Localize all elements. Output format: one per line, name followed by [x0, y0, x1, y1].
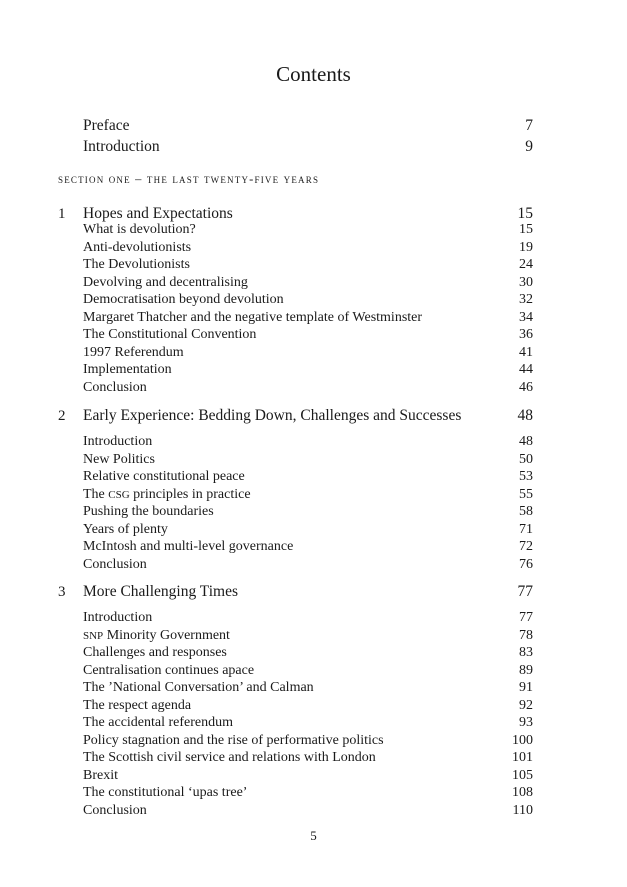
toc-entry-page: 76 [519, 556, 533, 572]
toc-entry-title: The Devolutionists [83, 257, 190, 272]
toc-entry[interactable] [83, 749, 533, 767]
toc-entry-page: 55 [519, 486, 533, 502]
toc-entry-page: 77 [519, 610, 533, 625]
toc-entry-page: 100 [512, 732, 533, 748]
toc-entry-page: 34 [519, 309, 533, 325]
toc-entry[interactable] [83, 662, 533, 680]
toc-entry-page: 89 [519, 662, 533, 678]
toc-entry[interactable] [83, 344, 533, 362]
toc-entry[interactable] [83, 679, 533, 697]
chapter-number: 2 [58, 408, 66, 424]
toc-entry[interactable] [83, 538, 533, 556]
toc-entry[interactable] [83, 361, 533, 379]
toc-entry[interactable] [83, 221, 533, 239]
chapter-title: Early Experience: Bedding Down, Challenges and Successes [83, 407, 462, 424]
toc-entry-page: 46 [519, 379, 533, 395]
chapter-page: 15 [517, 205, 533, 222]
toc-entry[interactable] [83, 802, 533, 820]
toc-entry[interactable] [83, 326, 533, 344]
small-caps-abbrev: snp [83, 626, 104, 643]
toc-entry[interactable] [83, 767, 533, 785]
toc-entry-page: 110 [512, 802, 533, 818]
toc-entry[interactable] [83, 521, 533, 539]
page-title: Contents [276, 62, 351, 86]
chapter-heading[interactable] [83, 582, 533, 602]
toc-entry-title: Margaret Thatcher and the negative template of Westminster [83, 309, 423, 325]
toc-entry[interactable] [83, 609, 533, 627]
toc-entry-title: Years of plenty [83, 521, 168, 537]
toc-entry-title: The Scottish civil service and relations with London [83, 750, 376, 765]
toc-entry[interactable] [83, 291, 533, 309]
toc-entry-title: 1997 Referendum [83, 344, 184, 360]
toc-entry-title: snp Minority Government [83, 626, 230, 643]
toc-entry-page: 78 [519, 627, 533, 643]
toc-entry[interactable] [83, 784, 533, 802]
toc-entry-introduction[interactable] [83, 137, 533, 157]
chapter-page: 77 [517, 583, 533, 600]
toc-entry-page: 19 [519, 239, 533, 255]
toc-entry-title: Devolving and decentralising [83, 274, 248, 290]
toc-entry-title: Conclusion [83, 379, 147, 395]
toc-entry-page: 93 [519, 715, 533, 730]
toc-entry-title: Introduction [83, 434, 153, 449]
toc-entry-title: Conclusion [83, 802, 147, 818]
toc-entry[interactable] [83, 627, 533, 645]
toc-entry-page: 50 [519, 451, 533, 467]
toc-entry-page: 30 [519, 274, 533, 290]
toc-entry-title: Relative constitutional peace [83, 469, 245, 484]
toc-entry-title: Anti-devolutionists [83, 239, 192, 255]
toc-entry-title: The accidental referendum [83, 715, 234, 730]
toc-entry-title: Conclusion [83, 556, 147, 572]
toc-entry-page: 44 [519, 362, 533, 377]
toc-entry-title: What is devolution? [83, 222, 196, 237]
toc-entry[interactable] [83, 468, 533, 486]
toc-entry[interactable] [83, 644, 533, 662]
toc-entry-title: The constitutional ‘upas tree’ [83, 785, 248, 800]
toc-entry-page: 7 [525, 117, 533, 134]
chapter-heading[interactable] [83, 406, 533, 426]
toc-entry-page: 41 [519, 344, 533, 360]
toc-entry[interactable] [83, 503, 533, 521]
toc-entry[interactable] [83, 274, 533, 292]
toc-entry-page: 15 [519, 222, 533, 237]
toc-entry[interactable] [83, 451, 533, 469]
chapter-page: 48 [517, 407, 533, 424]
toc-entry[interactable] [83, 239, 533, 257]
toc-entry[interactable] [83, 732, 533, 750]
toc-entry-page: 32 [519, 292, 533, 307]
toc-entry[interactable] [83, 309, 533, 327]
toc-entry-page: 58 [519, 504, 533, 519]
toc-entry-title: Preface [83, 117, 130, 134]
toc-entry-title: Introduction [83, 610, 153, 625]
chapter-title: Hopes and Expectations [83, 205, 233, 222]
toc-entry-page: 24 [519, 257, 533, 272]
toc-entry-title: Challenges and responses [83, 645, 227, 660]
toc-entry[interactable] [83, 379, 533, 397]
toc-entry-page: 108 [512, 785, 533, 800]
toc-entry-page: 71 [519, 521, 533, 537]
toc-entry-title: The respect agenda [83, 697, 192, 713]
page-number: 5 [310, 828, 317, 843]
toc-entry-title: Centralisation continues apace [83, 662, 255, 678]
toc-entry[interactable] [83, 697, 533, 715]
toc-entry-title: Pushing the boundaries [83, 504, 214, 519]
toc-entry-page: 101 [512, 750, 533, 765]
toc-entry-title: The Constitutional Convention [83, 327, 257, 342]
toc-entry[interactable] [83, 433, 533, 451]
chapter-title: More Challenging Times [83, 583, 239, 600]
toc-entry-title: New Politics [83, 451, 155, 467]
toc-entry-page: 105 [512, 767, 533, 783]
toc-entry-title: The csg principles in practice [83, 485, 251, 502]
toc-entry-title: Introduction [83, 138, 160, 155]
toc-entry-page: 36 [519, 327, 533, 342]
toc-entry-preface[interactable] [83, 116, 533, 136]
toc-entry-page: 92 [519, 697, 533, 713]
section-heading: section one – the last twenty-five years [58, 172, 320, 186]
toc-entry-page: 53 [519, 469, 533, 484]
toc-entry-page: 9 [525, 138, 533, 155]
toc-entry-page: 48 [519, 434, 533, 449]
toc-entry[interactable] [83, 714, 533, 732]
toc-entry-page: 91 [519, 680, 533, 695]
toc-entry-title: Implementation [83, 362, 172, 377]
toc-entry-page: 83 [519, 645, 533, 660]
toc-entry[interactable] [83, 486, 533, 504]
toc-entry-title: Brexit [83, 767, 118, 783]
toc-entry-title: Democratisation beyond devolution [83, 292, 284, 307]
chapter-number: 3 [58, 584, 66, 600]
chapter-number: 1 [58, 206, 66, 222]
small-caps-abbrev: csg [108, 485, 130, 502]
toc-entry-title: McIntosh and multi-level governance [83, 539, 294, 554]
toc-entry-page: 72 [519, 539, 533, 554]
toc-entry[interactable] [83, 556, 533, 574]
toc-entry-title: Policy stagnation and the rise of performative politics [83, 732, 384, 748]
toc-entry[interactable] [83, 256, 533, 274]
toc-entry-title: The ’National Conversation’ and Calman [83, 680, 314, 695]
